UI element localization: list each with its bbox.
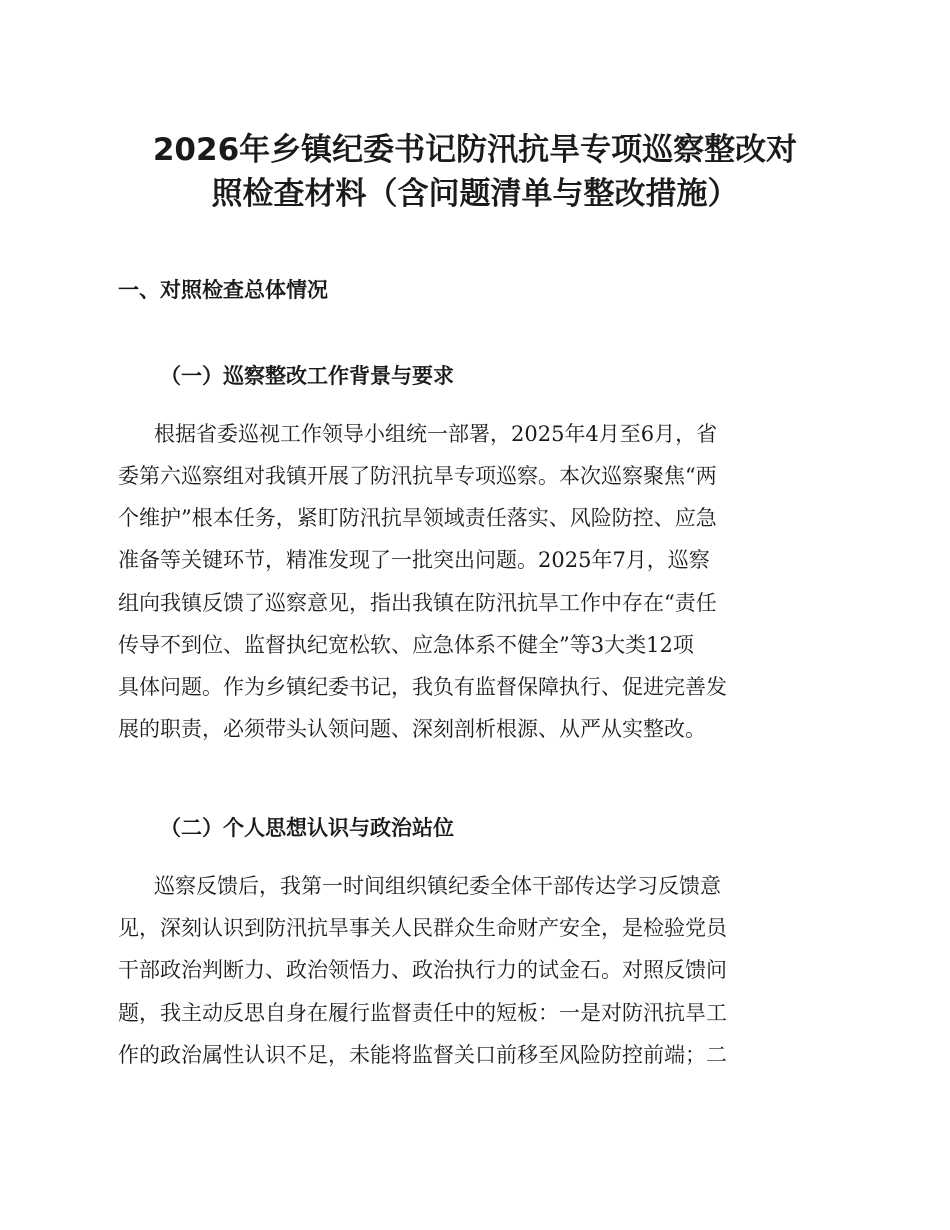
- paragraph-line: 见，深刻认识到防汛抗旱事关人民群众生命财产安全，是检验党员: [118, 916, 727, 940]
- paragraph-line: 准备等关键环节，精准发现了一批突出问题。2025年7月，巡察: [118, 548, 710, 572]
- paragraph-line: 组向我镇反馈了巡察意见，指出我镇在防汛抗旱工作中存在“责任: [118, 591, 717, 615]
- paragraph-line: 展的职责，必须带头认领问题、深刻剖析根源、从严从实整改。: [118, 717, 706, 741]
- document-title-line-1: 2026年乡镇纪委书记防汛抗旱专项巡察整改对: [152, 132, 798, 168]
- paragraph-line: 委第六巡察组对我镇开展了防汛抗旱专项巡察。本次巡察聚焦“两: [118, 464, 717, 488]
- paragraph-line: 巡察反馈后，我第一时间组织镇纪委全体干部传达学习反馈意: [154, 874, 721, 898]
- section-heading-1: 一、对照检查总体情况: [118, 278, 328, 302]
- subsection-heading-2: （二）个人思想认识与政治站位: [160, 815, 454, 840]
- paragraph-line: 个维护”根本任务，紧盯防汛抗旱领域责任落实、风险防控、应急: [118, 506, 717, 530]
- paragraph-line: 根据省委巡视工作领导小组统一部署，2025年4月至6月，省: [154, 422, 718, 446]
- paragraph-line: 题，我主动反思自身在履行监督责任中的短板：一是对防汛抗旱工: [118, 1001, 727, 1025]
- document-title-line-2: 照检查材料（含问题清单与整改措施）: [211, 176, 739, 212]
- paragraph-line: 作的政治属性认识不足，未能将监督关口前移至风险防控前端；二: [118, 1043, 727, 1067]
- paragraph-line: 干部政治判断力、政治领悟力、政治执行力的试金石。对照反馈问: [118, 958, 727, 982]
- paragraph-line: 具体问题。作为乡镇纪委书记，我负有监督保障执行、促进完善发: [118, 675, 727, 699]
- paragraph-line: 传导不到位、监督执纪宽松软、应急体系不健全”等3大类12项: [118, 633, 694, 657]
- subsection-heading-1: （一）巡察整改工作背景与要求: [160, 363, 454, 388]
